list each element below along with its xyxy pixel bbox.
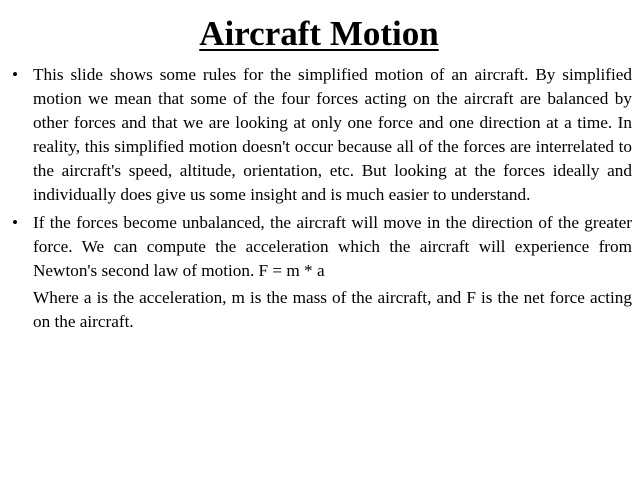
continuation-paragraph: Where a is the acceleration, m is the mass of the aircraft, and F is the net force acting on the aircraft. — [33, 287, 632, 331]
bullet-item — [12, 63, 632, 208]
bullet-icon: • — [12, 212, 19, 232]
bullet-item — [12, 211, 632, 283]
bullet-icon: • — [12, 65, 19, 84]
bullet-text: This slide shows some rules for the simplified motion of an aircraft. By simplified motion we mean that some of the four forces acting on the aircraft are balanced by other forces and that we are looking at only one force and one direction at a time. In reality, this simplified motion doesn't occur because all of the forces are interrelated to the aircraft's speed, altitude, orientation, etc. But looking at the forces ideally and individually does give us some insight and is much easier to understand. — [33, 65, 632, 205]
bullet-text: If the forces become unbalanced, the aircraft will move in the direction of the greater force. We can compute the acceleration which the aircraft will experience from Newton's second law of motion. F = m * a — [33, 212, 632, 280]
slide-body — [12, 63, 632, 334]
slide-title: Aircraft Motion — [199, 14, 439, 53]
